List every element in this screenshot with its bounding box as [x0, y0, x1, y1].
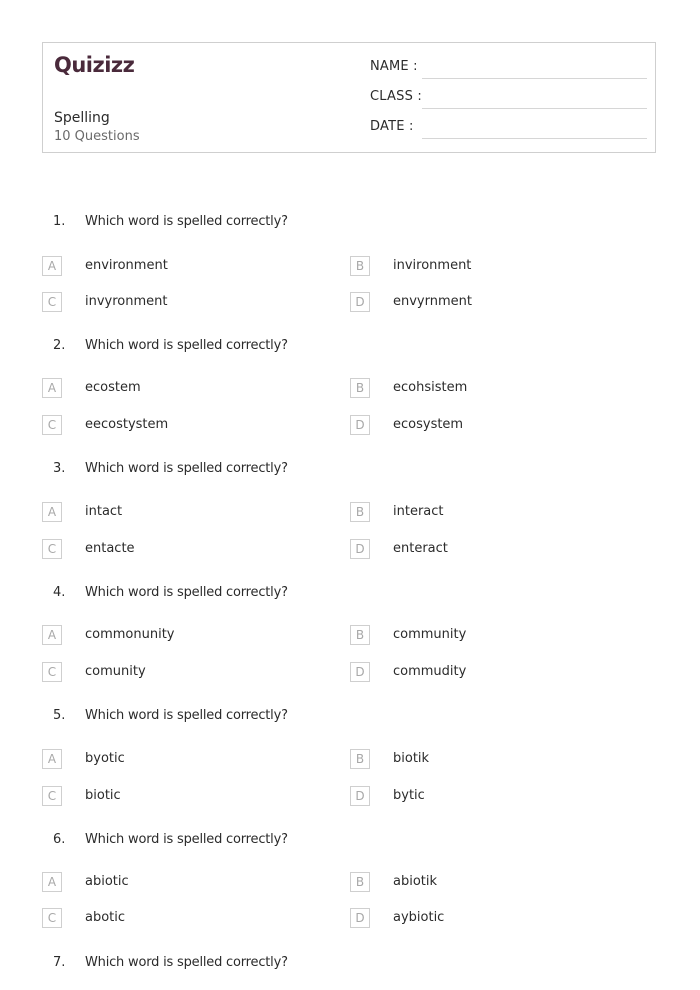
question-1: [0, 214, 700, 334]
option-letter-box: C: [42, 415, 62, 435]
question-text: Which word is spelled correctly?: [85, 708, 288, 723]
question-text: Which word is spelled correctly?: [85, 832, 288, 847]
question-text: Which word is spelled correctly?: [85, 585, 288, 600]
option-letter-box: A: [42, 872, 62, 892]
option-text: community: [393, 627, 467, 642]
question-text: Which word is spelled correctly?: [85, 461, 288, 476]
class-field[interactable]: [370, 89, 647, 109]
name-line[interactable]: [422, 78, 647, 79]
option-text: bytic: [393, 788, 425, 803]
question-7: [0, 955, 700, 985]
option-letter-box: A: [42, 256, 62, 276]
option-text: biotik: [393, 751, 430, 766]
option-letter-box: B: [350, 625, 370, 645]
date-label: DATE :: [370, 119, 414, 134]
option-letter-box: C: [42, 908, 62, 928]
option-text: entacte: [85, 541, 135, 556]
worksheet-header: [42, 42, 656, 153]
question-3: [0, 461, 700, 581]
option-text: abiotic: [85, 874, 129, 889]
question-5: [0, 708, 700, 828]
question-4: [0, 585, 700, 705]
date-field[interactable]: [370, 119, 647, 139]
option-letter-box: D: [350, 415, 370, 435]
question-number: 6.: [53, 832, 66, 847]
quizizz-logo: Quizizz: [54, 53, 135, 77]
option-letter-box: C: [42, 662, 62, 682]
option-text: commonunity: [85, 627, 175, 642]
option-letter-box: B: [350, 502, 370, 522]
question-text: Which word is spelled correctly?: [85, 214, 288, 229]
option-letter-box: A: [42, 378, 62, 398]
option-letter-box: A: [42, 502, 62, 522]
option-letter-box: D: [350, 662, 370, 682]
option-letter-box: D: [350, 908, 370, 928]
option-text: intact: [85, 504, 123, 519]
question-number: 5.: [53, 708, 66, 723]
option-text: envyrnment: [393, 294, 472, 309]
option-text: interact: [393, 504, 444, 519]
option-letter-box: B: [350, 872, 370, 892]
question-text: Which word is spelled correctly?: [85, 338, 288, 353]
option-letter-box: C: [42, 539, 62, 559]
option-text: ecosystem: [393, 417, 464, 432]
class-line[interactable]: [422, 108, 647, 109]
option-text: aybiotic: [393, 910, 445, 925]
question-text: Which word is spelled correctly?: [85, 955, 288, 970]
question-number: 2.: [53, 338, 66, 353]
option-text: biotic: [85, 788, 121, 803]
option-letter-box: D: [350, 292, 370, 312]
option-letter-box: B: [350, 378, 370, 398]
option-text: abotic: [85, 910, 126, 925]
question-number: 1.: [53, 214, 66, 229]
option-text: invyronment: [85, 294, 168, 309]
option-text: ecostem: [85, 380, 141, 395]
question-number: 7.: [53, 955, 66, 970]
option-text: abiotik: [393, 874, 438, 889]
question-number: 3.: [53, 461, 66, 476]
option-letter-box: C: [42, 786, 62, 806]
option-letter-box: A: [42, 625, 62, 645]
option-letter-box: C: [42, 292, 62, 312]
option-text: invironment: [393, 258, 472, 273]
option-letter-box: D: [350, 786, 370, 806]
option-letter-box: A: [42, 749, 62, 769]
question-6: [0, 832, 700, 952]
option-letter-box: D: [350, 539, 370, 559]
worksheet-title: Spelling: [54, 110, 110, 126]
class-label: CLASS :: [370, 89, 422, 104]
name-label: NAME :: [370, 59, 418, 74]
option-text: eecostystem: [85, 417, 169, 432]
option-text: environment: [85, 258, 168, 273]
question-2: [0, 338, 700, 458]
date-line[interactable]: [422, 138, 647, 139]
option-letter-box: B: [350, 256, 370, 276]
option-text: ecohsistem: [393, 380, 468, 395]
option-text: comunity: [85, 664, 146, 679]
question-number: 4.: [53, 585, 66, 600]
option-text: commudity: [393, 664, 467, 679]
question-count: 10 Questions: [54, 129, 140, 144]
option-text: enteract: [393, 541, 448, 556]
option-text: byotic: [85, 751, 125, 766]
option-letter-box: B: [350, 749, 370, 769]
name-field[interactable]: [370, 59, 647, 79]
